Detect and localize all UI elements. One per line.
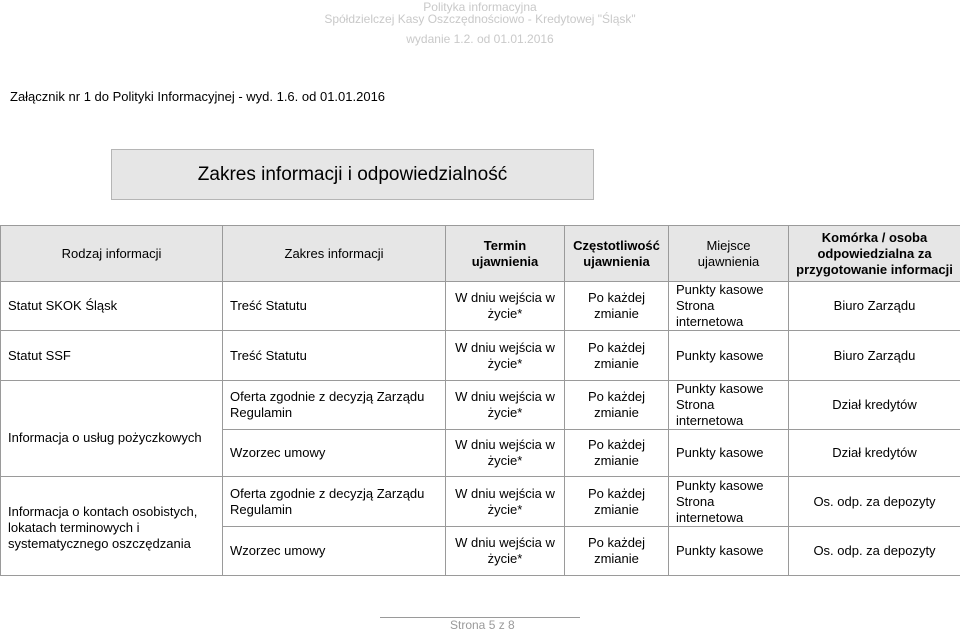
- cell-miejsce: Punkty kasowe: [669, 527, 789, 576]
- cell-termin: W dniu wejścia w życie*: [446, 430, 565, 477]
- column-header: Miejsce ujawnienia: [669, 226, 789, 282]
- cell-termin: W dniu wejścia w życie*: [446, 282, 565, 331]
- header-institution: Spółdzielczej Kasy Oszczędnościowo - Kredytowej "Śląsk": [0, 12, 960, 26]
- cell-zakres: Wzorzec umowy: [223, 430, 446, 477]
- cell-komorka: Dział kredytów: [789, 381, 960, 430]
- cell-miejsce: Punkty kasowe: [669, 430, 789, 477]
- table-row: [1, 282, 960, 331]
- cell-komorka: Os. odp. za depozyty: [789, 527, 960, 576]
- section-title-text: Zakres informacji i odpowiedzialność: [198, 164, 507, 186]
- cell-miejsce: Punkty kasowe: [669, 331, 789, 381]
- table-row: [1, 331, 960, 381]
- cell-zakres: Oferta zgodnie z decyzją Zarządu Regulamin: [223, 477, 446, 527]
- cell-zakres: Treść Statutu: [223, 331, 446, 381]
- cell-termin: W dniu wejścia w życie*: [446, 331, 565, 381]
- cell-miejsce: Punkty kasowe Strona internetowa: [669, 282, 789, 331]
- cell-zakres: Oferta zgodnie z decyzją Zarządu Regulamin: [223, 381, 446, 430]
- cell-miejsce: Punkty kasowe Strona internetowa: [669, 477, 789, 527]
- table-header-row: [1, 226, 960, 282]
- column-header: Częstotliwość ujawnienia: [565, 226, 669, 282]
- table-row: [1, 381, 960, 430]
- cell-zakres: Treść Statutu: [223, 282, 446, 331]
- cell-termin: W dniu wejścia w życie*: [446, 477, 565, 527]
- column-header: Zakres informacji: [223, 226, 446, 282]
- cell-czestotliwosc: Po każdej zmianie: [565, 381, 669, 430]
- page-number: Strona 5 z 8: [450, 618, 515, 632]
- column-header: Termin ujawnienia: [446, 226, 565, 282]
- cell-komorka: Biuro Zarządu: [789, 282, 960, 331]
- cell-rodzaj: Informacja o usług pożyczkowych: [1, 381, 223, 477]
- cell-rodzaj: Statut SSF: [1, 331, 223, 381]
- cell-rodzaj: Statut SKOK Śląsk: [1, 282, 223, 331]
- cell-komorka: Dział kredytów: [789, 430, 960, 477]
- cell-czestotliwosc: Po każdej zmianie: [565, 430, 669, 477]
- cell-termin: W dniu wejścia w życie*: [446, 381, 565, 430]
- cell-miejsce: Punkty kasowe Strona internetowa: [669, 381, 789, 430]
- cell-zakres: Wzorzec umowy: [223, 527, 446, 576]
- cell-rodzaj: Informacja o kontach osobistych, lokatach terminowych i systematycznego oszczędzania: [1, 477, 223, 576]
- cell-termin: W dniu wejścia w życie*: [446, 527, 565, 576]
- information-table: [0, 225, 960, 576]
- cell-komorka: Biuro Zarządu: [789, 331, 960, 381]
- cell-czestotliwosc: Po każdej zmianie: [565, 477, 669, 527]
- cell-czestotliwosc: Po każdej zmianie: [565, 282, 669, 331]
- header-title: Polityka informacyjna: [0, 0, 960, 14]
- cell-czestotliwosc: Po każdej zmianie: [565, 331, 669, 381]
- column-header: Komórka / osoba odpowiedzialna za przygotowanie informacji: [789, 226, 960, 282]
- table-row: [1, 477, 960, 527]
- cell-czestotliwosc: Po każdej zmianie: [565, 527, 669, 576]
- annex-title: Załącznik nr 1 do Polityki Informacyjnej - wyd. 1.6. od 01.01.2016: [10, 89, 385, 104]
- header-edition: wydanie 1.2. od 01.01.2016: [0, 32, 960, 46]
- section-title: [111, 149, 594, 200]
- column-header: Rodzaj informacji: [1, 226, 223, 282]
- cell-komorka: Os. odp. za depozyty: [789, 477, 960, 527]
